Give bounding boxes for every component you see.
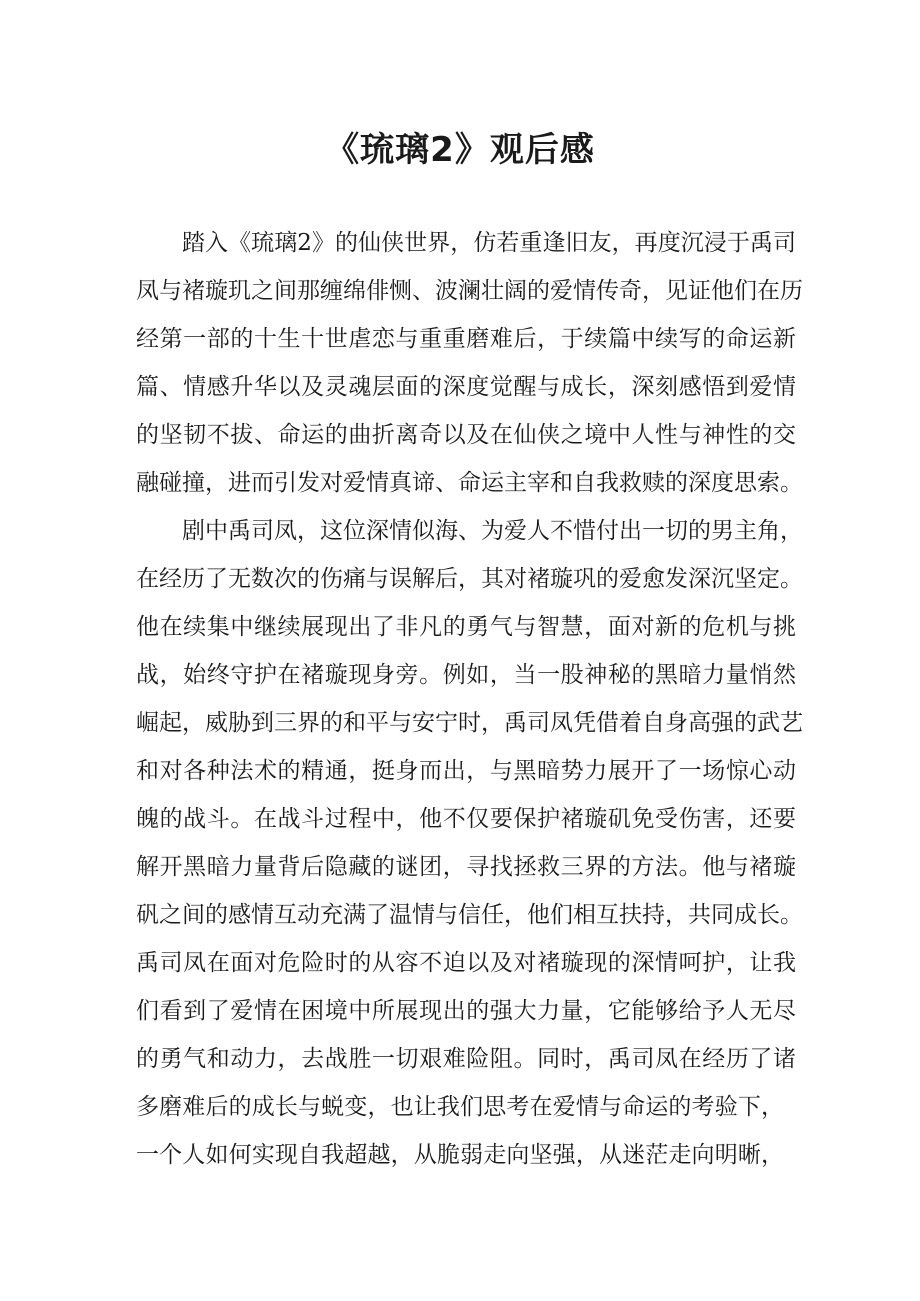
body-line: 战，始终守护在褚璇现身旁。例如，当一股神秘的黑暗力量悄然 [136, 662, 796, 688]
body-line: 经第一部的十生十世虐恋与重重磨难后，于续篇中续写的命运新 [136, 326, 796, 352]
body-line: 的坚韧不拔、命运的曲折离奇以及在仙侠之境中人性与神性的交 [136, 422, 796, 448]
body-line: 融碰撞，进而引发对爱情真谛、命运主宰和自我救赎的深度思索。 [136, 470, 803, 496]
body-line: 多磨难后的成长与蜕变，也让我们思考在爱情与命运的考验下， [136, 1094, 784, 1120]
body-line: 的勇气和动力，去战胜一切艰难险阻。同时，禹司凤在经历了诸 [136, 1046, 796, 1072]
body-line: 和对各种法术的精通，挺身而出，与黑暗势力展开了一场惊心动 [136, 758, 796, 784]
body-line: 踏入《琉璃2》的仙侠世界，仿若重逢旧友，再度沉浸于禹司 [182, 230, 796, 256]
body-line: 篇、情感升华以及灵魂层面的深度觉醒与成长，深刻感悟到爱情 [136, 374, 796, 400]
body-line: 他在续集中继续展现出了非凡的勇气与智慧，面对新的危机与挑 [136, 614, 796, 640]
body-line: 崛起，威胁到三界的和平与安宁时，禹司凤凭借着自身高强的武艺 [136, 710, 803, 736]
body-line: 禹司凤在面对危险时的从容不迫以及对褚璇现的深情呵护，让我 [136, 950, 796, 976]
body-line: 们看到了爱情在困境中所展现出的强大力量，它能够给予人无尽 [136, 998, 796, 1024]
body-line: 在经历了无数次的伤痛与误解后，其对褚璇巩的爱愈发深沉坚定。 [136, 566, 803, 592]
body-line: 矾之间的感情互动充满了温情与信任，他们相互扶持，共同成长。 [136, 902, 803, 928]
page-title: 《琉璃2》观后感 [325, 130, 595, 170]
body-line: 解开黑暗力量背后隐藏的谜团，寻找拯救三界的方法。他与褚璇 [136, 854, 796, 880]
body-line: 魄的战斗。在战斗过程中，他不仅要保护褚璇矶免受伤害，还要 [136, 806, 796, 832]
body-line: 一个人如何实现自我超越，从脆弱走向坚强，从迷茫走向明晰， [136, 1142, 784, 1168]
body-line: 剧中禹司凤，这位深情似海、为爱人不惜付出一切的男主角， [182, 518, 803, 544]
body-line: 凤与褚璇玑之间那缠绵俳恻、波澜壮阔的爱情传奇，见证他们在历 [136, 278, 803, 304]
